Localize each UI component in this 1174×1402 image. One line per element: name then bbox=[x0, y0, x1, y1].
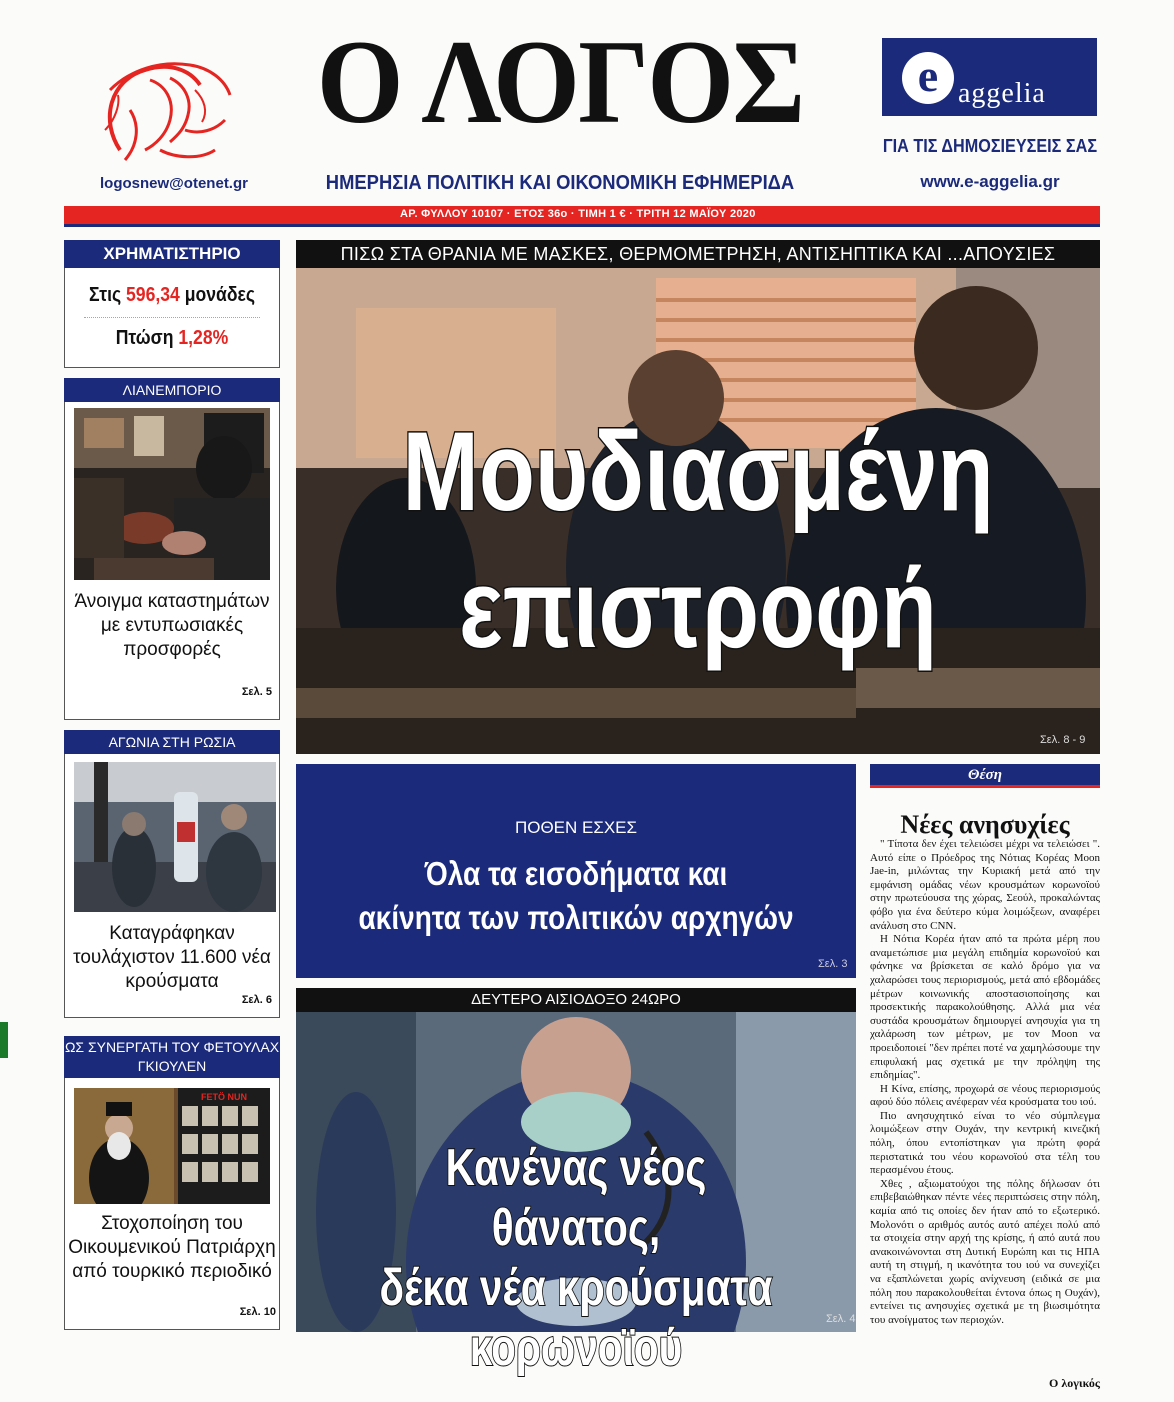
stock-change-prefix: Πτώση bbox=[115, 327, 174, 349]
stock-index-suffix: μονάδες bbox=[184, 284, 256, 306]
newspaper-title: Ο ΛΟΓΟΣ bbox=[316, 15, 804, 148]
side-story-russia-page: Σελ. 6 bbox=[241, 994, 272, 1006]
stock-market-heading: ΧΡΗΜΑΤΙΣΤΗΡΙΟ bbox=[64, 240, 280, 268]
covid-headline-line1: Κανένας νέος θάνατος, bbox=[445, 1139, 707, 1257]
stock-change-value: 1,28% bbox=[178, 327, 229, 349]
editorial-paragraph: Η Νότια Κορέα ήταν από τα πρώτα μέρη που αναμετώπισε μια μεγάλη επιδημία κορωνοϊού και φάνηκε να βρίσκεται σε καλό δρόμο για να χαλαρώσει τους περιορισμούς, μετά από εβδομάδες μέτρων κοινωνικής αποστασιοποίησης και προσεκτικής παρακολούθησης. Αλλά μια νέα συστάδα κρουσμάτων δημιουργεί ανησυχία για τη χαλάρωση των μέτρων, με τον Moon να προειδοποιεί "δεν πρέπει ποτέ να χαμηλώσουμε την επιφυλακή μας σχετικά με την πρόληψη της επιδημίας". bbox=[870, 933, 1100, 1082]
issue-info: ΑΡ. ΦΥΛΛΟΥ 10107 · ΕΤΟΣ 36ο · ΤΙΜΗ 1 € · ΤΡΙΤΗ 12 ΜΑΪΟΥ 2020 bbox=[400, 208, 756, 220]
edge-marker bbox=[0, 1022, 8, 1058]
lead-story-headline bbox=[368, 404, 1027, 677]
editorial-paragraph: Χθες , αξιωματούχοι της πόλης δήλωσαν ότι επιβεβαιώθηκαν πέντε νέες περιπτώσεις στην πόλη, καμία από τις οποίες δεν ήταν από το εξωτερικό. Μολονότι ο αριθμός αυτός αυτό απέχει πολύ από τα στοιχεία στην αρχή της κρίσης, ή από αυτά που ανακοινώνονται στη Δυτική Ευρώπη και τις ΗΠΑ αυτή τη στιγμή, η ικανότητα του ιού να συνεχίζει να εξαπλώνεται χωρίς ανίχνευση (ειδικά σε μια πόλη που παρακολουθείται έντονα όπως η Ουχάν), εντείνει τις ανησυχίες σχετικά με τη βιωσιμότητα του ανοίγματος των περιοχών. bbox=[870, 1177, 1100, 1326]
lead-headline-line1: Μουδιασμένη bbox=[402, 409, 994, 534]
covid-story-page: Σελ. 4 bbox=[826, 1313, 856, 1325]
side-story-retail-headline: Άνοιγμα καταστημάτων με εντυπωσιακές προσφορές bbox=[74, 591, 270, 660]
issue-bar-rule bbox=[64, 224, 1100, 227]
contact-email[interactable]: logosnew@otenet.gr bbox=[100, 175, 248, 192]
side-story-russia-photo[interactable] bbox=[74, 762, 276, 912]
assets-story-kicker: ΠΟΘΕΝ ΕΣΧΕΣ bbox=[514, 818, 638, 837]
side-story-patriarch-page: Σελ. 10 bbox=[239, 1306, 276, 1318]
side-story-patriarch-photo[interactable] bbox=[74, 1088, 270, 1204]
side-story-patriarch-headline: Στοχοποίηση του Οικουμενικού Πατριάρχη από τουρκικό περιοδικό bbox=[68, 1213, 276, 1282]
editorial-title: Νέες ανησυχίες bbox=[900, 810, 1070, 839]
editorial-signature: Ο λογικός bbox=[1049, 1376, 1100, 1390]
assets-headline-line2: ακίνητα των πολιτικών αρχηγών bbox=[358, 899, 794, 936]
side-story-russia-kicker: ΑΓΩΝΙΑ ΣΤΗ ΡΩΣΙΑ bbox=[64, 730, 280, 754]
poster-label: FETÖ NUN bbox=[201, 1092, 247, 1102]
editorial-paragraph: Πιο ανησυχητικό είναι το νέο σύμπλεγμα λοιμώξεων στην Ουχάν, την κεντρική κινεζική πόλη, όπου εντοπίστηκαν για πρώτη φορά περιστατικά του νέου κορωνοϊού στα τέλη του περασμένου έτους. bbox=[870, 1109, 1100, 1177]
stock-divider bbox=[84, 317, 260, 318]
eaggelia-logo-icon: e bbox=[902, 52, 954, 104]
newspaper-subtitle: ΗΜΕΡΗΣΙΑ ΠΟΛΙΤΙΚΗ ΚΑΙ ΟΙΚΟΝΟΜΙΚΗ ΕΦΗΜΕΡΙΔΑ bbox=[325, 172, 795, 194]
covid-story-headline bbox=[358, 1138, 795, 1378]
stock-change-line bbox=[77, 327, 267, 350]
stock-index-line bbox=[77, 284, 267, 307]
covid-headline-line2: δέκα νέα κρούσματα κορωνοϊού bbox=[379, 1259, 773, 1377]
lead-story-kicker: ΠΙΣΩ ΣΤΑ ΘΡΑΝΙΑ ΜΕ ΜΑΣΚΕΣ, ΘΕΡΜΟΜΕΤΡΗΣΗ, ΑΝΤΙΣΗΠΤΙΚΑ ΚΑΙ ...ΑΠΟΥΣΙΕΣ bbox=[296, 240, 1100, 268]
assets-headline-line1: Όλα τα εισοδήματα και bbox=[424, 855, 728, 892]
side-story-russia-headline: Καταγράφηκαν τουλάχιστον 11.600 νέα κρούσματα bbox=[73, 923, 271, 992]
side-story-patriarch-kicker: ΩΣ ΣΥΝΕΡΓΑΤΗ ΤΟΥ ΦΕΤΟΥΛΑΧ ΓΚΙΟΥΛΕΝ bbox=[64, 1036, 280, 1078]
editorial-body bbox=[870, 838, 1100, 1327]
editorial-label: Θέση bbox=[870, 764, 1100, 788]
editorial-paragraph: Η Κίνα, επίσης, προχωρά σε νέους περιορισμούς αφού δύο πόλεις ανέφεραν νέα κρούσματα του ιού. bbox=[870, 1082, 1100, 1109]
assets-story-page: Σελ. 3 bbox=[818, 958, 848, 970]
eaggelia-url[interactable]: www.e-aggelia.gr bbox=[920, 172, 1060, 191]
eaggelia-logo-word: aggelia bbox=[958, 78, 1046, 109]
side-story-retail-kicker: ΛΙΑΝΕΜΠΟΡΙΟ bbox=[64, 378, 280, 402]
covid-story-kicker: ΔΕΥΤΕΡΟ ΑΙΣΙΟΔΟΞΟ 24ΩΡΟ bbox=[296, 988, 856, 1012]
stock-index-value: 596,34 bbox=[126, 284, 180, 306]
editorial-paragraph: " Τίποτα δεν έχει τελειώσει μέχρι να τελειώσει ". Αυτό είπε ο Πρόεδρος της Νότιας Κορέας Moon Jae-in, μιλώντας την Κυριακή μετά από την εμφάνιση ομάδας νέων κρουσμάτων κορωνοϊού στην πρωτεύουσα της χώρας, Σεούλ, προκαλώντας φόβο για ένα δεύτερο κύμα λοιμώξεων, αναφέρει ανάλυση στο CNN. bbox=[870, 838, 1100, 932]
eaggelia-tagline: ΓΙΑ ΤΙΣ ΔΗΜΟΣΙΕΥΣΕΙΣ ΣΑΣ bbox=[882, 136, 1098, 156]
side-story-retail-photo[interactable] bbox=[74, 408, 270, 580]
assets-story-headline bbox=[338, 852, 814, 940]
newspaper-logo-illustration bbox=[90, 50, 240, 170]
stock-index-prefix: Στις bbox=[88, 284, 122, 306]
lead-headline-line2: επιστροφή bbox=[459, 545, 937, 671]
lead-story-page: Σελ. 8 - 9 bbox=[1040, 734, 1086, 746]
side-story-retail-page: Σελ. 5 bbox=[241, 686, 272, 698]
